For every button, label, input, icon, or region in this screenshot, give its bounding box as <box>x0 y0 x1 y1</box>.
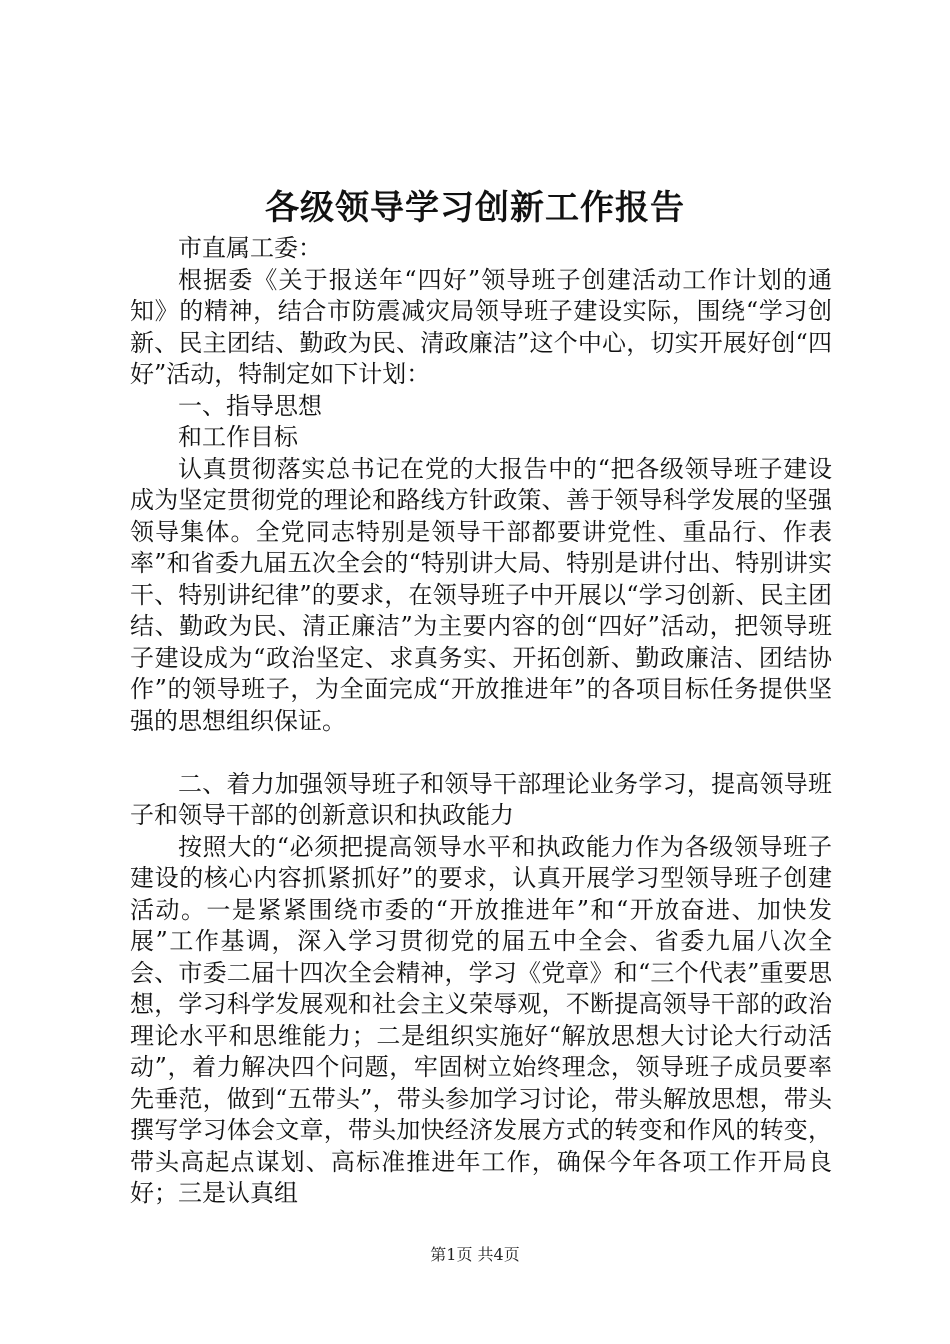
section-heading-study: 二、着力加强领导班子和领导干部理论业务学习，提高领导班子和领导干部的创新意识和执政能力 <box>130 769 832 829</box>
section-heading-work-goals: 和工作目标 <box>178 423 298 451</box>
document-title: 各级领导学习创新工作报告 <box>265 188 685 228</box>
document-body <box>130 233 832 1210</box>
goals-paragraph: 认真贯彻落实总书记在党的大报告中的“把各级领导班子建设成为坚定贯彻党的理论和路线方针政策、善于领导科学发展的坚强领导集体。全党同志特别是领导干部都要讲党性、重品行、作表率”和省委九届五次全会的“特别讲大局、特别是讲付出、特别讲实干、特别讲纪律”的要求，在领导班子中开展以“学习创新、民主团结、勤政为民、清正廉洁”为主要内容的创“四好”活动，把领导班子建设成为“政治坚定、求真务实、开拓创新、勤政廉洁、团结协作”的领导班子，为全面完成“开放推进年”的各项目标任务提供坚强的思想组织保证。 <box>130 454 832 735</box>
study-paragraph: 按照大的“必须把提高领导水平和执政能力作为各级领导班子建设的核心内容抓紧抓好”的要求，认真开展学习型领导班子创建活动。一是紧紧围绕市委的“开放推进年”和“开放奋进、加快发展”工作基调，深入学习贯彻党的届五中全会、省委九届八次全会、市委二届十四次全会精神，学习《党章》和“三个代表”重要思想，学习科学发展观和社会主义荣辱观，不断提高领导干部的政治理论水平和思维能力；二是组织实施好“解放思想大讨论大行动活动”，着力解决四个问题，牢固树立始终理念，领导班子成员要率先垂范，做到“五带头”，带头参加学习讨论，带头解放思想，带头撰写学习体会文章，带头加快经济发展方式的转变和作风的转变，带头高起点谋划、高标准推进年工作，确保今年各项工作开局良好；三是认真组 <box>130 832 832 1207</box>
salutation-paragraph: 市直属工委： <box>178 234 322 262</box>
page-number-footer: 第1页 共4页 <box>430 1245 520 1264</box>
section-heading-guiding-thought: 一、指导思想 <box>178 391 322 420</box>
intro-paragraph: 根据委《关于报送年“四好”领导班子创建活动工作计划的通知》的精神，结合市防震减灾局领导班子建设实际，围绕“学习创新、民主团结、勤政为民、清政廉洁”这个中心，切实开展好创“四好”活动，特制定如下计划： <box>130 265 832 388</box>
